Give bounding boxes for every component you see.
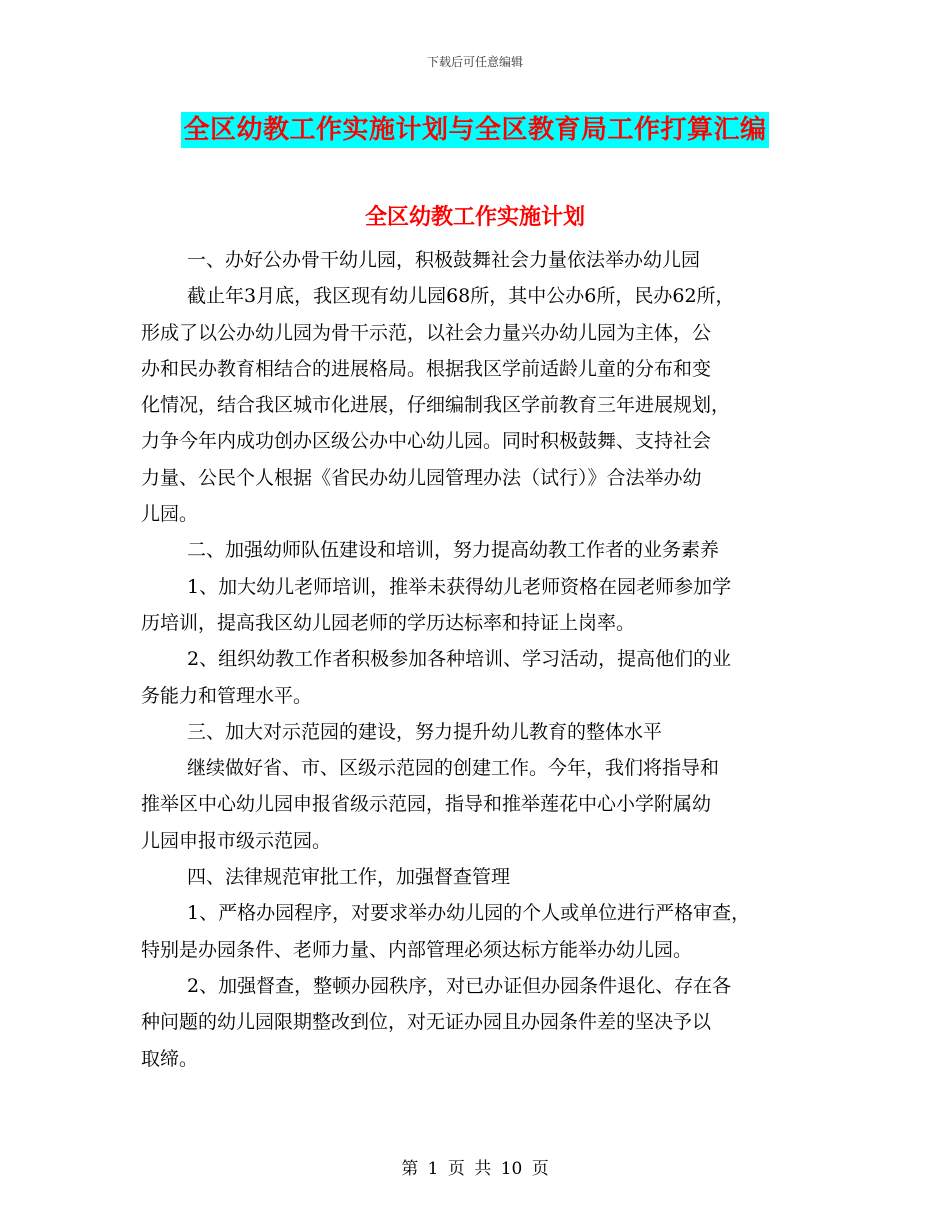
body-line: 办和民办教育相结合的进展格局。根据我区学前适龄儿童的分布和变 — [141, 357, 712, 380]
body-line: 务能力和管理水平。 — [141, 684, 313, 707]
body-line: 二、加强幼师队伍建设和培训，努力提高幼教工作者的业务素养 — [187, 539, 720, 562]
page-footer: 第 1 页 共 10 页 — [401, 1159, 549, 1179]
body-line: 2、加强督查，整顿办园秩序，对已办证但办园条件退化、存在各 — [187, 974, 732, 997]
body-line: 化情况，结合我区城市化进展，仔细编制我区学前教育三年进展规划， — [141, 394, 731, 417]
body-line: 一、办好公办骨干幼儿园，积极鼓舞社会力量依法举办幼儿园 — [187, 249, 701, 271]
body-line: 形成了以公办幼儿园为骨干示范，以社会力量兴办幼儿园为主体，公 — [141, 321, 712, 344]
body-line: 儿园。 — [141, 503, 199, 526]
body-line: 特别是办园条件、老师力量、内部管理必须达标方能举办幼儿园。 — [141, 938, 693, 961]
body-line: 1、加大幼儿老师培训，推举未获得幼儿老师资格在园老师参加学 — [187, 575, 732, 598]
body-line: 1、严格办园程序，对要求举办幼儿园的个人或单位进行严格审查， — [187, 902, 751, 925]
body-line: 四、法律规范审批工作，加强督查管理 — [187, 866, 511, 889]
body-line: 种问题的幼儿园限期整改到位，对无证办园且办园条件差的坚决予以 — [141, 1011, 712, 1034]
body-line: 继续做好省、市、区级示范园的创建工作。今年，我们将指导和 — [187, 757, 720, 780]
body-line: 截止年3月底，我区现有幼儿园68所，其中公办6所，民办62所， — [187, 285, 735, 308]
body-line: 力量、公民个人根据《省民办幼儿园管理办法（试行）》合法举办幼 — [141, 466, 702, 489]
body-line: 2、组织幼教工作者积极参加各种培训、学习活动，提高他们的业 — [187, 648, 732, 671]
section-title: 全区幼教工作实施计划 — [364, 205, 585, 230]
body-line: 取缔。 — [141, 1047, 199, 1070]
body-line: 三、加大对示范园的建设，努力提升幼儿教育的整体水平 — [187, 720, 663, 743]
document-title-text: 全区幼教工作实施计划与全区教育局工作打算汇编 — [181, 112, 768, 148]
page-header-note: 下载后可任意编辑 — [426, 55, 523, 69]
body-text — [141, 242, 831, 1077]
body-line: 力争今年内成功创办区级公办中心幼儿园。同时积极鼓舞、支持社会 — [141, 430, 712, 453]
body-line: 历培训，提高我区幼儿园老师的学历达标率和持证上岗率。 — [141, 611, 636, 634]
body-line: 儿园申报市级示范园。 — [141, 829, 332, 852]
body-line: 推举区中心幼儿园申报省级示范园，指导和推举莲花中心小学附属幼 — [141, 793, 712, 816]
document-title — [0, 112, 950, 148]
